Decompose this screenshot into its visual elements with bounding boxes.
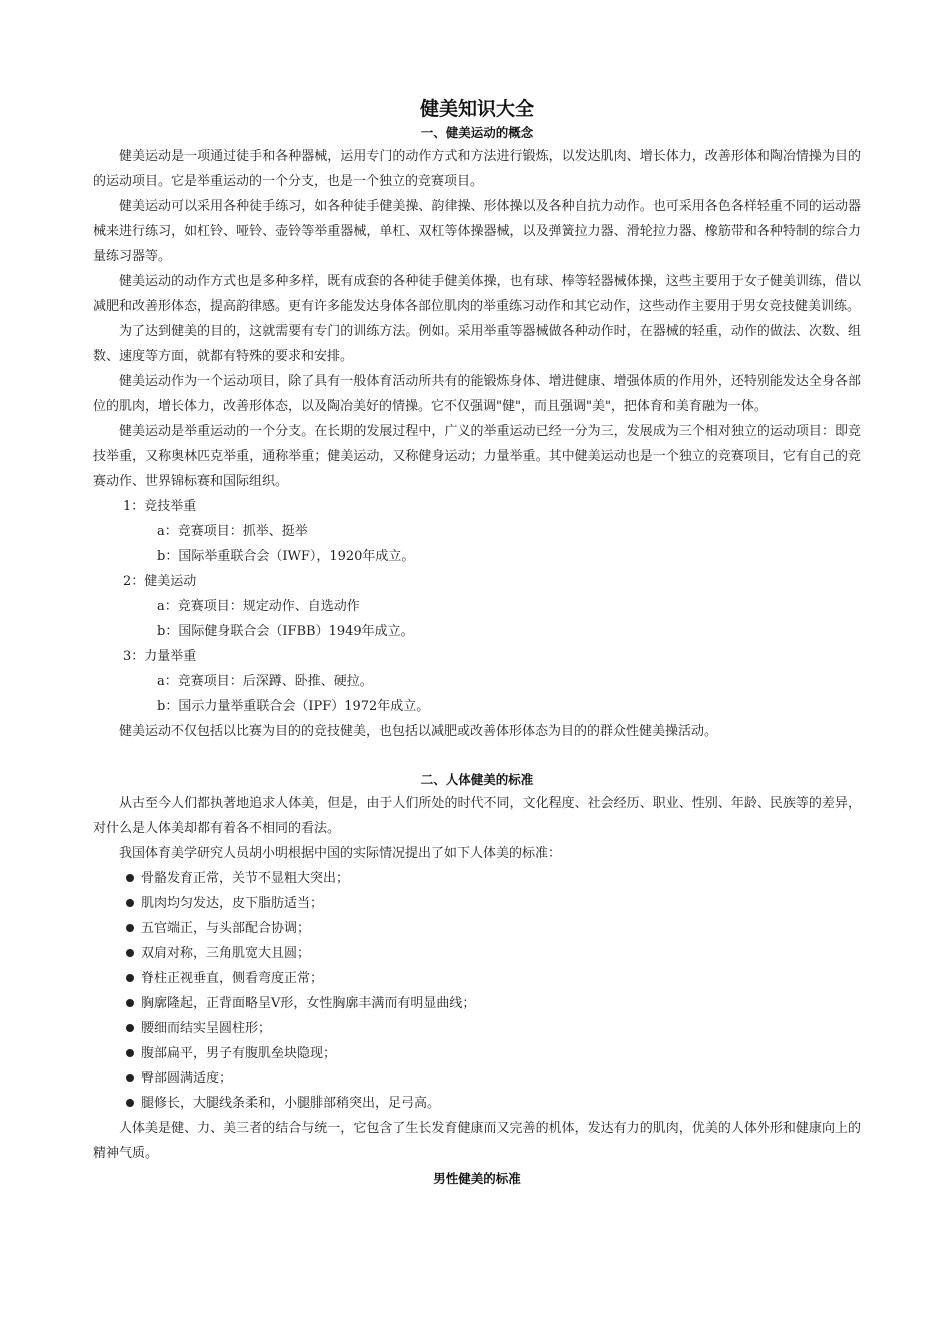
- list-item: [93, 991, 861, 1016]
- paragraph: 健美运动的动作方式也是多种多样，既有成套的各种徒手健美体操，也有球、棒等轻器械体操，这些主要用于女子健美训练，借以减肥和改善形体态，提高韵律感。更有许多能发达身体各部位肌肉的举重练习动作和其它动作，这些动作主要用于男女竞技健美训练。: [93, 274, 861, 314]
- paragraph: 健美运动不仅包括以比赛为目的的竞技健美，也包括以减肥或改善体形体态为目的的群众性健美操活动。: [119, 724, 718, 739]
- bullet-icon: [126, 1024, 134, 1032]
- subsection-heading: 男性健美的标准: [433, 1171, 521, 1186]
- standards-list: [93, 866, 861, 1116]
- category-detail: b：国示力量举重联合会（IPF）1972年成立。: [157, 699, 430, 714]
- section-2-heading: 二、人体健美的标准: [420, 772, 534, 787]
- bullet-icon: [126, 949, 134, 957]
- category-detail: b：国际举重联合会（IWF），1920年成立。: [157, 549, 415, 564]
- bullet-icon: [126, 1074, 134, 1082]
- category-detail: b：国际健身联合会（IFBB）1949年成立。: [157, 624, 414, 639]
- spacer: [93, 744, 861, 769]
- paragraph: 人体美是健、力、美三者的结合与统一，它包含了生长发育健康而又完善的机体，发达有力的肌肉，优美的人体外形和健康向上的精神气质。: [93, 1121, 861, 1161]
- list-item-text: 腹部扁平，男子有腹肌垒块隐现；: [141, 1046, 337, 1061]
- paragraph: 我国体育美学研究人员胡小明根据中国的实际情况提出了如下人体美的标准：: [119, 846, 562, 861]
- category-item: 3：力量举重: [123, 649, 197, 664]
- list-item: [93, 1041, 861, 1066]
- paragraph: 健美运动可以采用各种徒手练习，如各种徒手健美操、韵律操、形体操以及各种自抗力动作。也可采用各色各样轻重不同的运动器械来进行练习，如杠铃、哑铃、壶铃等举重器械，单杠、双杠等体操器械，以及弹簧拉力器、滑轮拉力器、橡筋带和各种特制的综合力量练习器等。: [93, 199, 861, 264]
- paragraph: 健美运动作为一个运动项目，除了具有一般体育活动所共有的能锻炼身体、增进健康、增强体质的作用外，还特别能发达全身各部位的肌肉，增长体力，改善形体态，以及陶冶美好的情操。它不仅强调"健"，而且强调"美"，把体育和美育融为一体。: [93, 374, 861, 414]
- paragraph: 健美运动是一项通过徒手和各种器械，运用专门的动作方式和方法进行锻炼，以发达肌肉、增长体力，改善形体和陶冶情操为目的的运动项目。它是举重运动的一个分支，也是一个独立的竞赛项目。: [93, 149, 861, 189]
- document-page: [93, 96, 861, 1191]
- list-item: [93, 891, 861, 916]
- list-item: [93, 916, 861, 941]
- category-detail: a：竞赛项目：抓举、挺举: [157, 524, 308, 539]
- list-item: [93, 966, 861, 991]
- list-item: [93, 1091, 861, 1116]
- list-item-text: 腿修长，大腿线条柔和，小腿腓部稍突出，足弓高。: [141, 1096, 441, 1111]
- document-title: 健美知识大全: [419, 98, 534, 120]
- list-item: [93, 866, 861, 891]
- bullet-icon: [126, 999, 134, 1007]
- list-item-text: 脊柱正视垂直，侧看弯度正常；: [141, 971, 324, 986]
- list-item-text: 胸廓隆起，正背面略呈V形，女性胸廓丰满而有明显曲线；: [141, 996, 476, 1011]
- list-item-text: 骨骼发育正常，关节不显粗大突出；: [141, 871, 350, 886]
- bullet-icon: [126, 1049, 134, 1057]
- list-item-text: 臀部圆满适度；: [141, 1071, 233, 1086]
- category-item: 1：竞技举重: [123, 499, 197, 514]
- list-item: [93, 941, 861, 966]
- bullet-icon: [126, 1099, 134, 1107]
- list-item-text: 肌肉均匀发达，皮下脂肪适当；: [141, 896, 324, 911]
- bullet-icon: [126, 974, 134, 982]
- bullet-icon: [126, 924, 134, 932]
- paragraph: 从古至今人们都执著地追求人体美，但是，由于人们所处的时代不同，文化程度、社会经历、职业、性别、年龄、民族等的差异，对什么是人体美却都有着各不相同的看法。: [93, 796, 861, 836]
- list-item-text: 五官端正，与头部配合协调；: [141, 921, 311, 936]
- category-detail: a：竞赛项目：后深蹲、卧推、硬拉。: [157, 674, 373, 689]
- paragraph: 健美运动是举重运动的一个分支。在长期的发展过程中，广义的举重运动已经一分为三，发展成为三个相对独立的运动项目：即竞技举重，又称奥林匹克举重，通称举重；健美运动，又称健身运动；力量举重。其中健美运动也是一个独立的竞赛项目，它有自己的竞赛动作、世界锦标赛和国际组织。: [93, 424, 861, 489]
- category-detail: a：竞赛项目：规定动作、自选动作: [157, 599, 360, 614]
- category-item: 2：健美运动: [123, 574, 197, 589]
- list-item-text: 双肩对称，三角肌宽大且圆；: [141, 946, 311, 961]
- list-item: [93, 1066, 861, 1091]
- bullet-icon: [126, 874, 134, 882]
- paragraph: 为了达到健美的目的，这就需要有专门的训练方法。例如。采用举重等器械做各种动作时，在器械的轻重，动作的做法、次数、组数、速度等方面，就都有特殊的要求和安排。: [93, 324, 861, 364]
- list-item-text: 腰细而结实呈圆柱形；: [141, 1021, 272, 1036]
- bullet-icon: [126, 899, 134, 907]
- section-1-heading: 一、健美运动的概念: [420, 125, 534, 140]
- list-item: [93, 1016, 861, 1041]
